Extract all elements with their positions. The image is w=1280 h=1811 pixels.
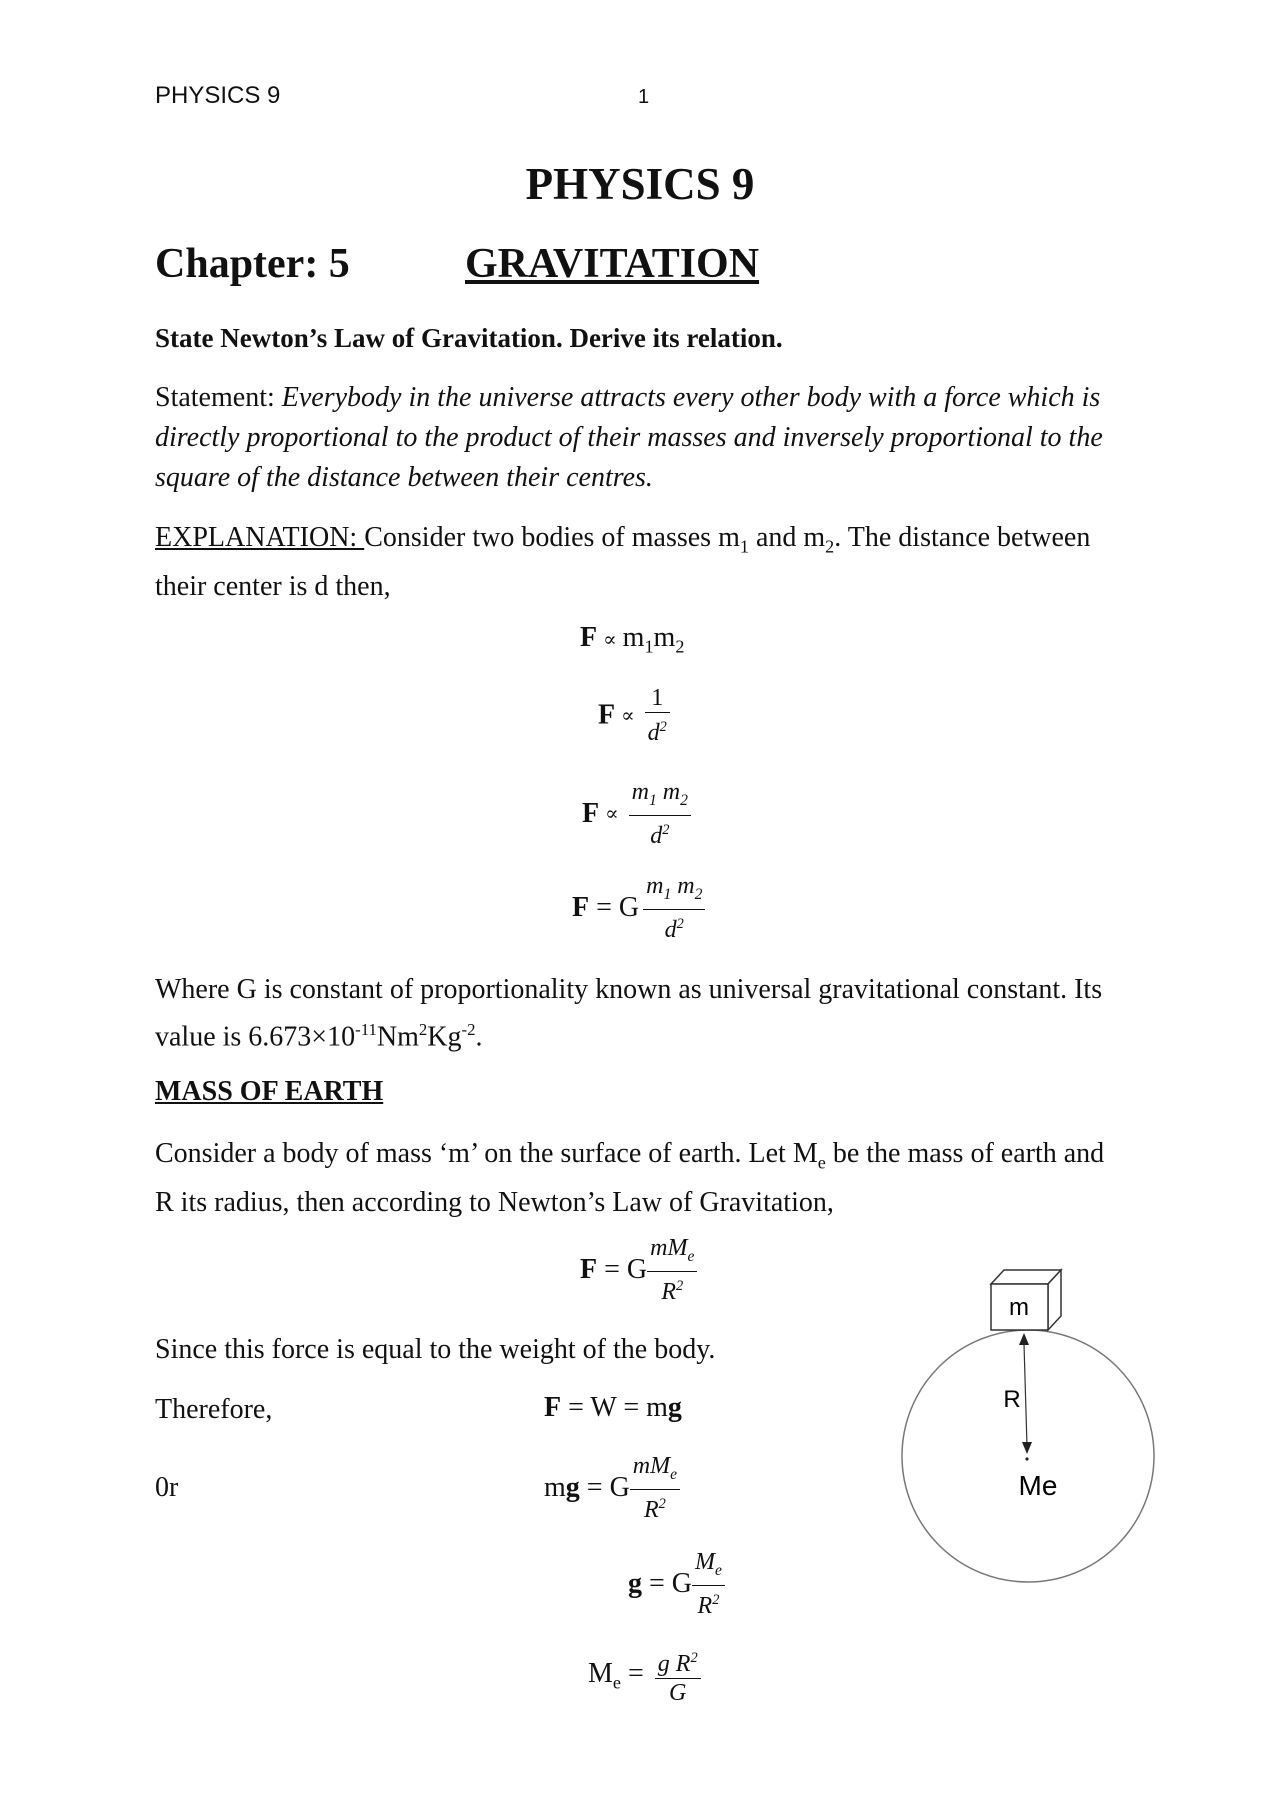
explanation-paragraph — [155, 518, 1115, 607]
equation-mg: mg = G $\frac{mM_e}{R^2}$ — [544, 1452, 684, 1524]
equation-2: F ∝ $\frac{1}{d^2}$ — [598, 684, 674, 747]
mass-block — [991, 1270, 1061, 1330]
radius-arrow — [1019, 1333, 1032, 1461]
equation-4: F = G $\frac{m_1 m_2}{d^2}$ — [572, 872, 709, 944]
page-title: PHYSICS 9 — [525, 159, 755, 209]
equation-3: F ∝ $\frac{m_1 m_2}{d^2}$ — [582, 778, 695, 850]
earth-circle — [902, 1330, 1154, 1582]
constant-paragraph: Where G is constant of proportionality known as universal gravitational constant. Its value is $6.673\times 10^{-11}Nm^2Kg^{-2}$. — [155, 974, 1103, 1053]
or-label: 0r — [155, 1472, 179, 1503]
mass-of-earth-heading: MASS OF EARTH — [155, 1076, 384, 1107]
statement-text: Everybody in the universe attracts every other body with a force which is directly proportional to the product of their masses and inversely proportional to the square of the distance between their centres. — [155, 382, 1103, 493]
explanation-text-c: . The distance between their center is d then, — [155, 522, 1091, 602]
explanation-text-a: Consider two bodies of masses m — [364, 522, 740, 553]
earth-diagram — [880, 1240, 1180, 1590]
statement-label: Statement: — [155, 382, 282, 413]
chapter-name: GRAVITATION — [465, 241, 760, 287]
mass-of-earth-paragraph: Consider a body of mass ‘m’ on the surface of earth. Let $M_e$ be the mass of earth and R its radius, then according to Newton’s Law of Gravitation, — [155, 1138, 1105, 1218]
equation-force-earth: F = G $\frac{mM_e}{R^2}$ — [580, 1234, 701, 1306]
sub-2: 2 — [825, 536, 835, 557]
equation-1: $F \propto m_1m_2$ — [580, 622, 685, 657]
sub-1: 1 — [739, 536, 749, 557]
question-heading: State Newton’s Law of Gravitation. Derive its relation. — [155, 323, 783, 353]
radius-label: R — [1003, 1386, 1021, 1413]
equation-weight: F = W = mg — [544, 1392, 682, 1423]
therefore-label: Therefore, — [155, 1394, 273, 1425]
since-text: Since this force is equal to the weight of the body. — [155, 1334, 716, 1365]
block-label: m — [1009, 1294, 1029, 1321]
chapter-label: Chapter: 5 — [155, 241, 350, 287]
explanation-label: EXPLANATION: — [155, 522, 365, 553]
explanation-text-b: and m — [748, 522, 826, 553]
statement-paragraph — [155, 378, 1115, 498]
header-title: PHYSICS 9 — [155, 82, 281, 109]
page-number: 1 — [638, 86, 650, 108]
equation-g: g = G $\frac{M_e}{R^2}$ — [628, 1548, 729, 1620]
center-label: Me — [1018, 1470, 1058, 1501]
equation-mass-earth: $M_e$ = $\frac{g R^2}{G}$ — [588, 1644, 705, 1707]
